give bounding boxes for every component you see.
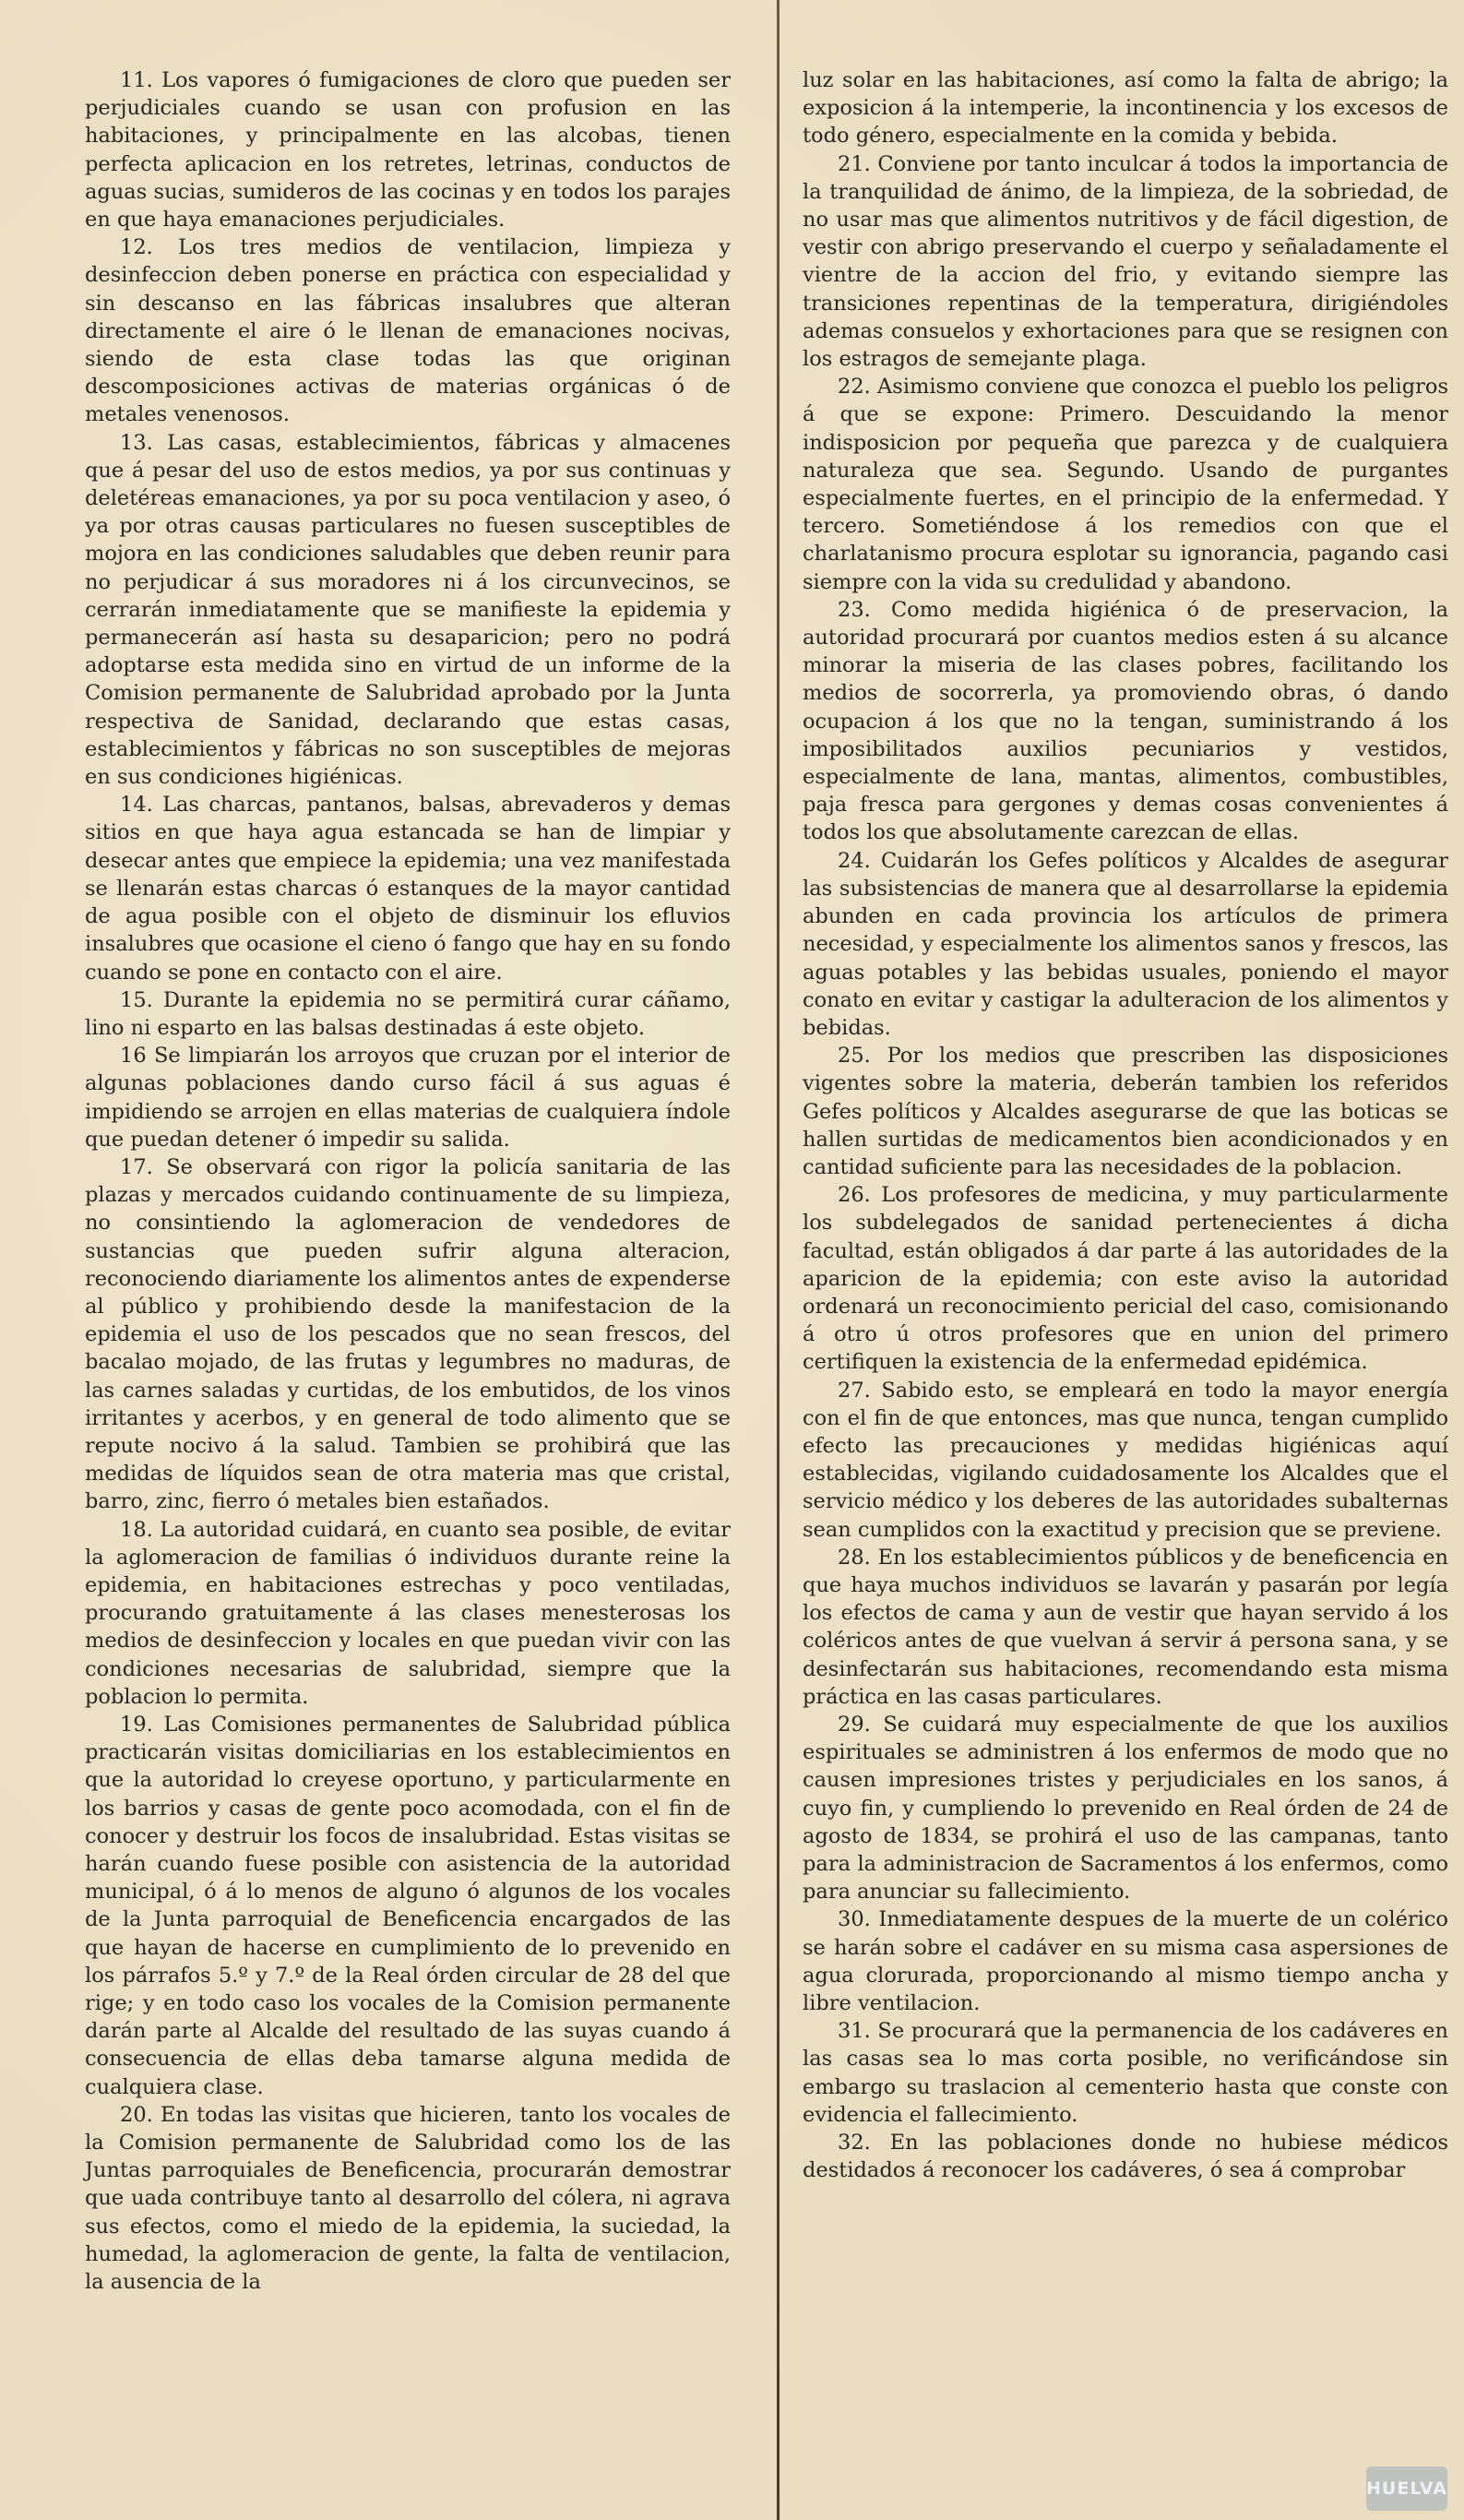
article-text: Se limpiarán los arroyos que cruzan por el interior de algunas poblaciones dando curso fácil á sus aguas é impidiendo se arrojen en ellas materias de cualquiera índole que puedan detener ó impedir su salida. (85, 1044, 731, 1152)
article-text: Los vapores ó fumigaciones de cloro que pueden ser perjudiciales cuando se usan con profusion en las habitaciones, y principalmente en las alcobas, tienen perfecta aplicacion en los retretes, letrinas, conductos de aguas sucias, sumideros de las cocinas y en todos los parajes en que haya emanaciones perjudiciales. (85, 68, 731, 233)
article-number: 13. (120, 430, 153, 455)
article-text: Se observará con rigor la policía sanitaria de las plazas y mercados cuidando continuamente de su limpieza, no consintiendo la aglomeracion de vendedores de sustancias que pueden sufrir alguna alteracion, reconociendo diariamente los alimentos antes de expenderse al público y prohibiendo desde la manifestacion de la epidemia el uso de los pescados que no sean frescos, del bacalao mojado, de las frutas y legumbres no maduras, de las carnes saladas y curtidas, de los embutidos, de los vinos irritantes y acerbos, y en general de todo alimento que se repute nocivo á la salud. Tambien se prohibirá que las medidas de líquidos sean de otra materia mas que cristal, barro, zinc, fierro ó metales bien estañados. (85, 1154, 731, 1514)
article-number: 12. (120, 235, 153, 260)
article-paragraph (803, 1377, 1448, 1544)
article-number: 26. (838, 1183, 871, 1208)
article-number: 15. (120, 987, 153, 1012)
article-text: Por los medios que prescriben las disposiciones vigentes sobre la materia, deberán tambien los referidos Gefes políticos y Alcaldes asegurarse de que las boticas se hallen surtidas de medicamentos bien acondicionados y en cantidad suficiente para las necesidades de la poblacion. (803, 1044, 1448, 1179)
article-text: Se procurará que la permanencia de los cadáveres en las casas sea lo mas corta posible, no verificándose sin embargo su traslacion al cementerio hasta que conste con evidencia el fallecimiento. (803, 2019, 1448, 2127)
article-number: 11. (120, 68, 153, 92)
article-number: 16 (120, 1044, 147, 1069)
article-text: Los tres medios de ventilacion, limpieza y desinfeccion deben ponerse en práctica con especialidad y sin descanso en las fábricas insalubres que alteran directamente el aire ó le llenan de emanaciones nocivas, siendo de esta clase todas las que originan descomposiciones activas de materias orgánicas ó de metales venenosos. (85, 235, 731, 427)
article-text: Como medida higiénica ó de preservacion, la autoridad procurará por cuantos medios esten á su alcance minorar la miseria de las clases pobres, facilitando los medios de socorrerla, ya promoviendo obras, ó dando ocupacion á los que no la tengan, suministrando á los imposibilitados auxilios pecuniarios y vestidos, especialmente de lana, mantas, alimentos, combustibles, paja fresca para gergones y demas cosas convenientes á todos los que absolutamente carezcan de ellas. (803, 597, 1449, 845)
article-paragraph (803, 1181, 1448, 1376)
article-paragraph (803, 373, 1448, 596)
article-paragraph (803, 596, 1448, 847)
article-text: Se cuidará muy especialmente de que los auxilios espirituales se administren á los enfermos de modo que no causen impresiones tristes y perjudiciales en los sanos, á cuyo fin, y cumpliendo lo prevenido en Real órden de 24 de agosto de 1834, se prohirá el uso de las campanas, tanto para la administracion de Sacramentos á los enfermos, como para anunciar su fallecimiento. (803, 1712, 1448, 1905)
article-paragraph (85, 429, 731, 792)
article-number: 31. (838, 2019, 871, 2044)
left-column (85, 66, 731, 2296)
article-paragraph (803, 2017, 1448, 2129)
article-paragraph (803, 1711, 1448, 1905)
article-number: 28. (838, 1545, 871, 1570)
article-text: En los establecimientos públicos y de beneficencia en que haya muchos individuos se lavarán y pasarán por legía los efectos de cama y aun de vestir que hayan servido á los coléricos antes de que vuelvan á servir á persona sana, y se desinfectarán sus habitaciones, recomendando esta misma práctica en las casas particulares. (803, 1545, 1448, 1709)
article-text: Durante la epidemia no se permitirá curar cáñamo, lino ni esparto en las balsas destinadas á este objeto. (85, 987, 731, 1040)
article-number: 19. (120, 1712, 153, 1737)
article-paragraph (85, 791, 731, 985)
article-paragraph (803, 1042, 1448, 1181)
article-text: Asimismo conviene que conozca el pueblo los peligros á que se expone: Primero. Descuidando la menor indisposicion por pequeña que parezca y de cualquiera naturaleza que sea. Segundo. Usando de purgantes especialmente fuertes, en el principio de la enfermedad. Y tercero. Sometiéndose á los remedios con que el charlatanismo procura esplotar su ignorancia, pagando casi siempre con la vida su credulidad y abandono. (803, 375, 1449, 594)
article-text: Las casas, establecimientos, fábricas y almacenes que á pesar del uso de estos medios, ya por sus continuas y deletéreas emanaciones, ya por su poca ventilacion y aseo, ó ya por otras causas particulares no fuesen susceptibles de mojora en las condiciones saludables que deben reunir para no perjudicar á sus moradores ni á los circunvecinos, se cerrarán inmediatamente que se manifieste la epidemia y permanecerán así hasta su desaparicion; pero no podrá adoptarse esta medida sino en virtud de un informe de la Comision permanente de Salubridad aprobado por la Junta respectiva de Sanidad, declarando que estas casas, establecimientos y fábricas no son susceptibles de mejoras en sus condiciones higiénicas. (85, 430, 731, 790)
article-paragraph (85, 1516, 731, 1711)
article-paragraph (85, 2101, 731, 2296)
article-paragraph (803, 2129, 1448, 2184)
article-number: 14. (120, 793, 153, 818)
column-divider (777, 0, 780, 2520)
article-text: Conviene por tanto inculcar á todos la importancia de la tranquilidad de ánimo, de la limpieza, de la sobriedad, de no usar mas que alimentos nutritivos y de fácil digestion, de vestir con abrigo preservando el cuerpo y señaladamente el vientre de la accion del frio, y evitando siempre las transiciones repentinas de la temperatura, dirigiéndoles ademas consuelos y exhortaciones para que se resignen con los estragos de semejante plaga. (803, 151, 1448, 372)
article-paragraph (803, 847, 1448, 1042)
article-text: Las charcas, pantanos, balsas, abrevaderos y demas sitios en que haya agua estancada se han de limpiar y desecar antes que empiece la epidemia; una vez manifestada se llenarán estas charcas ó estanques de la mayor cantidad de agua posible con el objeto de disminuir los efluvios insalubres que ocasione el cieno ó fango que hay en su fondo cuando se pone en contacto con el aire. (85, 793, 731, 985)
article-number: 18. (120, 1517, 153, 1542)
article-number: 27. (838, 1378, 871, 1403)
article-paragraph (85, 1042, 731, 1153)
article-text: luz solar en las habitaciones, así como la falta de abrigo; la exposicion á la intemperie, la incontinencia y los excesos de todo género, especialmente en la comida y bebida. (803, 68, 1448, 149)
article-paragraph (803, 66, 1448, 150)
article-text: En las poblaciones donde no hubiese médicos destidados á reconocer los cadáveres, ó sea á comprobar (803, 2131, 1449, 2183)
article-number: 21. (838, 151, 871, 176)
article-paragraph (803, 1544, 1448, 1711)
archive-watermark-logo: HUELVA (1366, 2466, 1447, 2511)
article-text: Cuidarán los Gefes políticos y Alcaldes de asegurar las subsistencias de manera que al desarrollarse la epidemia abunden en cada provincia los artículos de primera necesidad, y especialmente los alimentos sanos y frescos, las aguas potables y las bebidas usuales, poniendo el mayor conato en evitar y castigar la adulteracion de los alimentos y bebidas. (803, 848, 1448, 1040)
article-number: 17. (120, 1154, 153, 1179)
article-number: 22. (838, 375, 871, 400)
article-paragraph (85, 66, 731, 233)
article-paragraph (85, 986, 731, 1042)
article-paragraph (803, 150, 1448, 374)
article-number: 24. (838, 848, 871, 873)
article-paragraph (85, 1711, 731, 2101)
article-paragraph (803, 1905, 1448, 2017)
article-text: Inmediatamente despues de la muerte de un colérico se harán sobre el cadáver en su misma casa aspersiones de agua clorurada, proporcionando al mismo tiempo ancha y libre ventilacion. (803, 1907, 1448, 2016)
article-number: 29. (838, 1712, 871, 1737)
article-text: Las Comisiones permanentes de Salubridad pública practicarán visitas domiciliarias en los establecimientos en que la autoridad lo creyese oportuno, y particularmente en los barrios y casas de gente poco acomodada, con el fin de conocer y destruir los focos de insalubridad. Estas visitas se harán cuando fuese posible con asistencia de la autoridad municipal, ó á lo menos de alguno ó algunos de los vocales de la Junta parroquial de Beneficencia encargados de las que hayan de hacerse en cumplimiento de lo prevenido en los párrafos 5.º y 7.º de la Real órden circular de 28 del que rige; y en todo caso los vocales de la Comision permanente darán parte al Alcalde del resultado de las suyas cuando á consecuencia de ellas deba tamarse alguna medida de cualquiera clase. (85, 1712, 731, 2099)
article-number: 32. (838, 2131, 871, 2156)
article-number: 30. (838, 1907, 871, 1932)
article-number: 20. (120, 2102, 153, 2127)
article-number: 25. (838, 1044, 871, 1069)
right-column (803, 66, 1448, 2184)
article-paragraph (85, 1153, 731, 1516)
article-text: La autoridad cuidará, en cuanto sea posible, de evitar la aglomeracion de familias ó individuos durante reine la epidemia, en habitaciones estrechas y poco ventiladas, procurando gratuitamente á las clases menesterosas los medios de desinfeccion y locales en que puedan vivir con las condiciones necesarias de salubridad, siempre que la poblacion lo permita. (85, 1517, 731, 1709)
article-text: En todas las visitas que hicieren, tanto los vocales de la Comision permanente de Salubridad como los de las Juntas parroquiales de Beneficencia, procurarán demostrar que uada contribuye tanto al desarrollo del cólera, ni agrava sus efectos, como el miedo de la epidemia, la suciedad, la humedad, la aglomeracion de gente, la falta de ventilacion, la ausencia de la (85, 2102, 731, 2295)
article-paragraph (85, 233, 731, 428)
article-text: Sabido esto, se empleará en todo la mayor energía con el fin de que entonces, mas que nunca, tengan cumplido efecto las precauciones y medidas higiénicas aquí establecidas, vigilando cuidadosamente los Alcaldes que el servicio médico y los deberes de las autoridades subalternas sean cumplidos con la exactitud y precision que se previene. (803, 1378, 1448, 1542)
article-number: 23. (838, 597, 871, 622)
article-text: Los profesores de medicina, y muy particularmente los subdelegados de sanidad pertenecientes á dicha facultad, están obligados á dar parte á las autoridades de la aparicion de la epidemia; con este aviso la autoridad ordenará un reconocimiento pericial del caso, comisionando á otro ú otros profesores que en union del primero certifiquen la existencia de la enfermedad epidémica. (803, 1183, 1448, 1375)
